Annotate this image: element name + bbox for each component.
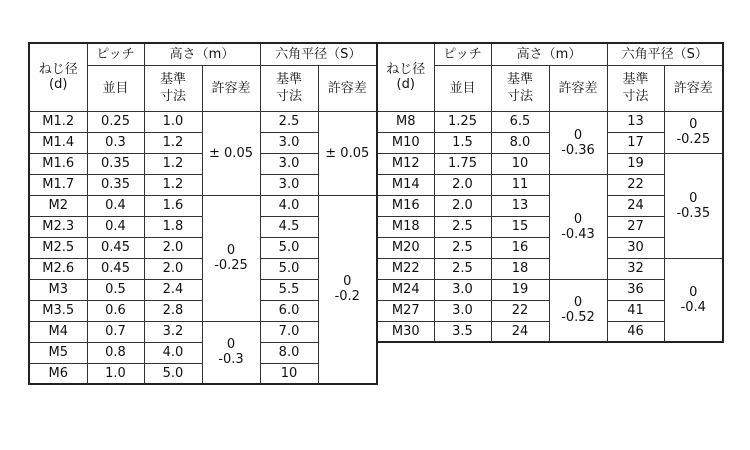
table-row: M24 3.0 19 0 -0.52 36 [377,279,723,300]
table-row: M18 2.5 15 27 [377,216,723,237]
table-row: M1.2 0.25 1.0 ± 0.05 2.5 ± 0.05 [29,111,377,132]
height-tolerance: ± 0.05 [202,111,260,195]
table-row: M3.5 0.6 2.8 6.0 [29,300,377,321]
height-tolerance: 0 -0.3 [202,321,260,384]
header-pitch: ピッチ [87,43,144,65]
table-row: M8 1.25 6.5 0 -0.36 13 0 -0.25 [377,111,723,132]
header-hex-nominal: 基準寸法 [260,65,318,111]
header-height-tolerance: 許容差 [549,65,607,111]
table-row: M30 3.5 24 46 [377,321,723,342]
table-row: M2 0.4 1.6 0 -0.25 4.0 0 -0.2 [29,195,377,216]
table-row: M16 2.0 13 24 [377,195,723,216]
table-row: M27 3.0 22 41 [377,300,723,321]
table-row: M1.7 0.35 1.2 3.0 [29,174,377,195]
hex-tolerance: 0 -0.35 [664,153,723,258]
header-hex-tolerance: 許容差 [318,65,377,111]
header-height: 高さ（m） [144,43,260,65]
hex-tolerance: 0 -0.2 [318,195,377,384]
header-hex-nominal: 基準寸法 [607,65,664,111]
table-row: M3 0.5 2.4 5.5 [29,279,377,300]
table-row: M12 1.75 10 19 0 -0.35 [377,153,723,174]
table-row: M2.6 0.45 2.0 5.0 [29,258,377,279]
table-row: M22 2.5 18 32 0 -0.4 [377,258,723,279]
header-height-nominal: 基準寸法 [144,65,202,111]
height-tolerance: 0 -0.43 [549,174,607,279]
spec-table-left [28,42,378,385]
table-row: M6 1.0 5.0 10 [29,363,377,384]
header-height-nominal: 基準寸法 [491,65,549,111]
table-row: M1.4 0.3 1.2 3.0 [29,132,377,153]
header-hex-tolerance: 許容差 [664,65,723,111]
height-tolerance: 0 -0.25 [202,195,260,321]
hex-tolerance: ± 0.05 [318,111,377,195]
hex-tolerance: 0 -0.4 [664,258,723,342]
header-height-tolerance: 許容差 [202,65,260,111]
table-row: M20 2.5 16 30 [377,237,723,258]
table-row: M5 0.8 4.0 8.0 [29,342,377,363]
header-thread-dia: ねじ径 (d) [377,43,434,111]
table-row: M2.3 0.4 1.8 4.5 [29,216,377,237]
header-pitch-coarse: 並目 [87,65,144,111]
header-pitch: ピッチ [434,43,491,65]
header-hex-width: 六角平径（S） [260,43,377,65]
header-hex-width: 六角平径（S） [607,43,723,65]
height-tolerance: 0 -0.36 [549,111,607,174]
table-row: M10 1.5 8.0 17 [377,132,723,153]
hex-tolerance: 0 -0.25 [664,111,723,153]
table-row: M14 2.0 11 0 -0.43 22 [377,174,723,195]
table-row: M2.5 0.45 2.0 5.0 [29,237,377,258]
header-height: 高さ（m） [491,43,607,65]
spec-table-right [376,42,724,343]
table-row: M4 0.7 3.2 0 -0.3 7.0 [29,321,377,342]
height-tolerance: 0 -0.52 [549,279,607,342]
table-row: M1.6 0.35 1.2 3.0 [29,153,377,174]
header-pitch-coarse: 並目 [434,65,491,111]
header-thread-dia: ねじ径 (d) [29,43,87,111]
